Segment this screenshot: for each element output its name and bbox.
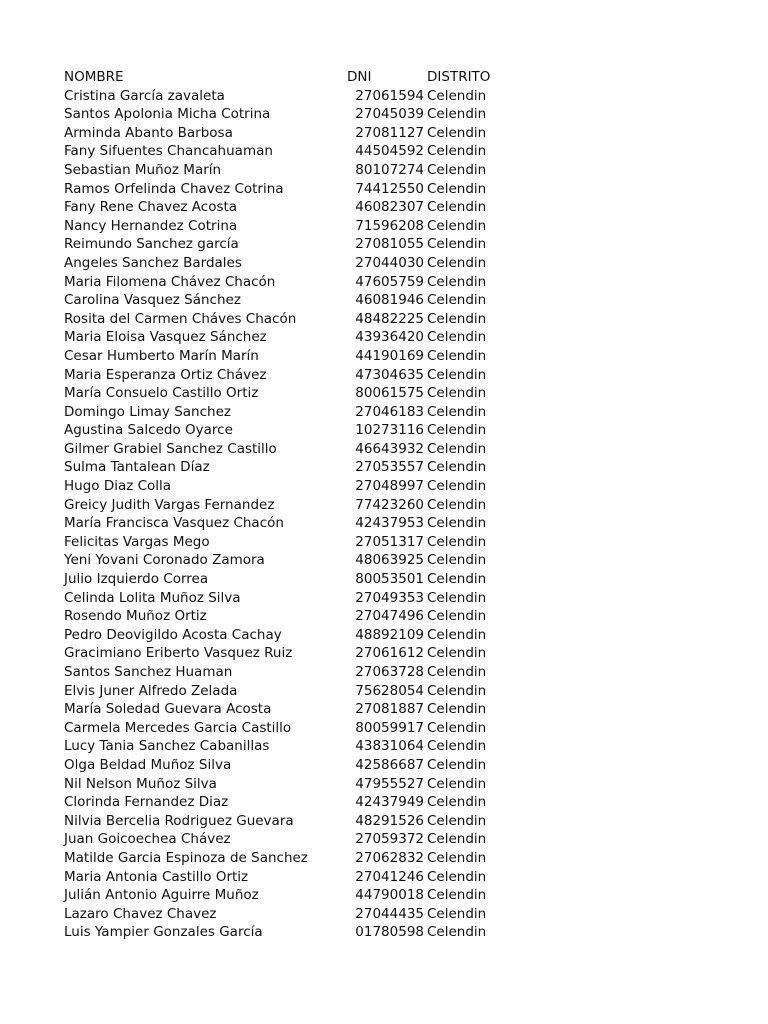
cell-distrito: Celendin bbox=[427, 459, 487, 476]
cell-distrito: Celendin bbox=[427, 589, 487, 606]
table-row bbox=[0, 421, 768, 440]
table-row bbox=[0, 496, 768, 515]
cell-distrito: Celendin bbox=[427, 329, 487, 346]
cell-dni: 74412550 bbox=[355, 180, 424, 197]
table-row bbox=[0, 403, 768, 422]
table-row bbox=[0, 105, 768, 124]
table-row bbox=[0, 719, 768, 738]
cell-nombre: Julián Antonio Aguirre Muñoz bbox=[64, 887, 259, 904]
cell-distrito: Celendin bbox=[427, 756, 487, 773]
cell-distrito: Celendin bbox=[427, 106, 487, 123]
cell-nombre: Elvis Juner Alfredo Zelada bbox=[64, 682, 238, 699]
cell-distrito: Celendin bbox=[427, 143, 487, 160]
cell-nombre: Rosita del Carmen Cháves Chacón bbox=[64, 310, 297, 327]
cell-distrito: Celendin bbox=[427, 905, 487, 922]
table-row bbox=[0, 607, 768, 626]
cell-nombre: Lazaro Chavez Chavez bbox=[64, 905, 217, 922]
cell-distrito: Celendin bbox=[427, 236, 487, 253]
cell-dni: 27051317 bbox=[355, 533, 424, 550]
header-distrito: DISTRITO bbox=[427, 69, 491, 85]
table-header-row bbox=[0, 68, 768, 87]
cell-distrito: Celendin bbox=[427, 422, 487, 439]
cell-distrito: Celendin bbox=[427, 273, 487, 290]
cell-distrito: Celendin bbox=[427, 608, 487, 625]
table-body bbox=[0, 87, 768, 942]
cell-dni: 80053501 bbox=[355, 571, 424, 588]
table-row bbox=[0, 644, 768, 663]
cell-distrito: Celendin bbox=[427, 626, 487, 643]
table-row bbox=[0, 142, 768, 161]
cell-dni: 27045039 bbox=[355, 106, 424, 123]
cell-distrito: Celendin bbox=[427, 664, 487, 680]
cell-nombre: Santos Apolonia Micha Cotrina bbox=[64, 106, 271, 123]
cell-dni: 27081887 bbox=[355, 701, 424, 718]
cell-nombre: Gilmer Grabiel Sanchez Castillo bbox=[64, 440, 277, 457]
table-row bbox=[0, 198, 768, 217]
cell-nombre: Carmela Mercedes Garcia Castillo bbox=[64, 719, 292, 736]
table-row bbox=[0, 477, 768, 496]
cell-distrito: Celendin bbox=[427, 701, 487, 718]
cell-dni: 47605759 bbox=[355, 273, 424, 290]
cell-dni: 77423260 bbox=[355, 496, 424, 513]
cell-nombre: Nil Nelson Muñoz Silva bbox=[64, 775, 217, 792]
table-row bbox=[0, 217, 768, 236]
table-row bbox=[0, 905, 768, 924]
table-row bbox=[0, 570, 768, 589]
table-row bbox=[0, 347, 768, 366]
cell-distrito: Celendin bbox=[427, 347, 487, 364]
cell-dni: 48063925 bbox=[355, 552, 424, 569]
cell-distrito: Celendin bbox=[427, 515, 487, 532]
cell-nombre: Reimundo Sanchez garcía bbox=[64, 236, 239, 253]
table-row bbox=[0, 737, 768, 756]
cell-distrito: Celendin bbox=[427, 292, 487, 309]
cell-distrito: Celendin bbox=[427, 738, 487, 755]
cell-dni: 27081127 bbox=[355, 124, 424, 141]
cell-distrito: Celendin bbox=[427, 682, 487, 699]
cell-nombre: Julio Izquierdo Correa bbox=[64, 571, 209, 588]
cell-dni: 47304635 bbox=[355, 366, 424, 383]
table-row bbox=[0, 756, 768, 775]
table-row bbox=[0, 328, 768, 347]
cell-nombre: Olga Beldad Muñoz Silva bbox=[64, 756, 232, 773]
cell-dni: 48892109 bbox=[355, 626, 424, 643]
header-dni: DNI bbox=[347, 69, 372, 85]
cell-dni: 71596208 bbox=[355, 217, 424, 234]
cell-distrito: Celendin bbox=[427, 366, 487, 383]
cell-nombre: Maria Esperanza Ortiz Chávez bbox=[64, 366, 267, 383]
cell-distrito: Celendin bbox=[427, 775, 487, 792]
table-row bbox=[0, 923, 768, 942]
cell-dni: 27081055 bbox=[355, 236, 424, 253]
cell-dni: 46081946 bbox=[355, 292, 424, 309]
cell-dni: 27044435 bbox=[355, 905, 424, 922]
cell-dni: 75628054 bbox=[355, 682, 424, 699]
cell-dni: 43831064 bbox=[355, 738, 424, 755]
cell-nombre: Fany Rene Chavez Acosta bbox=[64, 199, 238, 216]
cell-nombre: María Soledad Guevara Acosta bbox=[64, 701, 272, 718]
registry-table bbox=[0, 68, 768, 942]
cell-dni: 48291526 bbox=[355, 812, 424, 829]
cell-distrito: Celendin bbox=[427, 552, 487, 569]
cell-distrito: Celendin bbox=[427, 924, 487, 941]
cell-distrito: Celendin bbox=[427, 812, 487, 829]
cell-dni: 27061612 bbox=[355, 645, 424, 662]
table-row bbox=[0, 458, 768, 477]
table-row bbox=[0, 812, 768, 831]
cell-nombre: Felicitas Vargas Mego bbox=[64, 533, 210, 550]
cell-dni: 27044030 bbox=[355, 254, 424, 271]
cell-distrito: Celendin bbox=[427, 719, 487, 736]
cell-distrito: Celendin bbox=[427, 849, 487, 866]
cell-nombre: Yeni Yovani Coronado Zamora bbox=[64, 552, 265, 569]
cell-nombre: Lucy Tania Sanchez Cabanillas bbox=[64, 738, 270, 755]
cell-distrito: Celendin bbox=[427, 645, 487, 662]
table-row bbox=[0, 700, 768, 719]
table-row bbox=[0, 366, 768, 385]
cell-nombre: Gracimiano Eriberto Vasquez Ruiz bbox=[64, 645, 293, 662]
table-row bbox=[0, 291, 768, 310]
cell-dni: 01780598 bbox=[355, 924, 424, 941]
table-row bbox=[0, 663, 768, 682]
cell-nombre: Cristina García zavaleta bbox=[64, 87, 225, 104]
header-nombre: NOMBRE bbox=[64, 69, 124, 85]
cell-nombre: Maria Filomena Chávez Chacón bbox=[64, 273, 276, 290]
cell-nombre: Maria Eloisa Vasquez Sánchez bbox=[64, 329, 267, 346]
cell-dni: 44790018 bbox=[355, 887, 424, 904]
cell-dni: 47955527 bbox=[355, 775, 424, 792]
cell-dni: 27047496 bbox=[355, 608, 424, 625]
table-row bbox=[0, 180, 768, 199]
cell-nombre: Luis Yampier Gonzales García bbox=[64, 924, 263, 941]
cell-nombre: Celinda Lolita Muñoz Silva bbox=[64, 589, 241, 606]
cell-dni: 27046183 bbox=[355, 403, 424, 420]
cell-dni: 27062832 bbox=[355, 849, 424, 866]
cell-nombre: Nancy Hernandez Cotrina bbox=[64, 217, 238, 234]
cell-dni: 42437949 bbox=[355, 794, 424, 811]
cell-distrito: Celendin bbox=[427, 403, 487, 420]
cell-dni: 44190169 bbox=[355, 347, 424, 364]
cell-dni: 80059917 bbox=[355, 719, 424, 736]
cell-dni: 27059372 bbox=[355, 831, 424, 848]
cell-nombre: Maria Antonia Castillo Ortiz bbox=[64, 868, 249, 885]
table-row bbox=[0, 273, 768, 292]
cell-distrito: Celendin bbox=[427, 794, 487, 811]
table-row bbox=[0, 775, 768, 794]
cell-nombre: Sulma Tantalean Díaz bbox=[64, 459, 210, 476]
cell-nombre: Agustina Salcedo Oyarce bbox=[64, 422, 233, 439]
cell-distrito: Celendin bbox=[427, 217, 487, 234]
cell-nombre: Cesar Humberto Marín Marín bbox=[64, 347, 259, 364]
cell-nombre: Rosendo Muñoz Ortiz bbox=[64, 608, 207, 625]
cell-nombre: Matilde Garcia Espinoza de Sanchez bbox=[64, 849, 308, 866]
table-row bbox=[0, 682, 768, 701]
cell-dni: 46082307 bbox=[355, 199, 424, 216]
cell-nombre: Domingo Limay Sanchez bbox=[64, 403, 231, 420]
table-row bbox=[0, 830, 768, 849]
cell-nombre: Fany Sifuentes Chancahuaman bbox=[64, 143, 273, 160]
cell-nombre: Carolina Vasquez Sánchez bbox=[64, 292, 241, 309]
cell-dni: 46643932 bbox=[355, 440, 424, 457]
cell-distrito: Celendin bbox=[427, 124, 487, 141]
cell-dni: 48482225 bbox=[355, 310, 424, 327]
cell-nombre: Greicy Judith Vargas Fernandez bbox=[64, 496, 275, 513]
cell-dni: 27049353 bbox=[355, 589, 424, 606]
cell-distrito: Celendin bbox=[427, 478, 487, 495]
cell-dni: 27048997 bbox=[355, 478, 424, 495]
table-row bbox=[0, 886, 768, 905]
cell-nombre: María Francisca Vasquez Chacón bbox=[64, 515, 284, 532]
cell-nombre: Clorinda Fernandez Diaz bbox=[64, 794, 229, 811]
cell-dni: 80107274 bbox=[355, 161, 424, 178]
cell-distrito: Celendin bbox=[427, 199, 487, 216]
cell-nombre: Pedro Deovigildo Acosta Cachay bbox=[64, 626, 282, 643]
table-row bbox=[0, 626, 768, 645]
cell-distrito: Celendin bbox=[427, 496, 487, 513]
cell-dni: 27063728 bbox=[355, 664, 424, 680]
cell-distrito: Celendin bbox=[427, 887, 487, 904]
cell-dni: 43936420 bbox=[355, 329, 424, 346]
table-row bbox=[0, 589, 768, 608]
cell-distrito: Celendin bbox=[427, 868, 487, 885]
cell-dni: 44504592 bbox=[355, 143, 424, 160]
cell-distrito: Celendin bbox=[427, 440, 487, 457]
table-row bbox=[0, 440, 768, 459]
cell-dni: 80061575 bbox=[355, 385, 424, 402]
table-row bbox=[0, 161, 768, 180]
table-row bbox=[0, 87, 768, 106]
table-row bbox=[0, 310, 768, 329]
cell-nombre: Santos Sanchez Huaman bbox=[64, 664, 233, 680]
table-row bbox=[0, 793, 768, 812]
table-row bbox=[0, 384, 768, 403]
cell-distrito: Celendin bbox=[427, 87, 487, 104]
table-row bbox=[0, 849, 768, 868]
cell-dni: 27053557 bbox=[355, 459, 424, 476]
table-row bbox=[0, 254, 768, 273]
cell-nombre: Hugo Diaz Colla bbox=[64, 478, 172, 495]
cell-nombre: María Consuelo Castillo Ortiz bbox=[64, 385, 259, 402]
cell-distrito: Celendin bbox=[427, 533, 487, 550]
table-row bbox=[0, 514, 768, 533]
cell-nombre: Nilvia Bercelia Rodriguez Guevara bbox=[64, 812, 294, 829]
cell-nombre: Ramos Orfelinda Chavez Cotrina bbox=[64, 180, 284, 197]
cell-nombre: Angeles Sanchez Bardales bbox=[64, 254, 242, 271]
table-row bbox=[0, 868, 768, 887]
cell-dni: 27041246 bbox=[355, 868, 424, 885]
table-row bbox=[0, 551, 768, 570]
cell-nombre: Sebastian Muñoz Marín bbox=[64, 161, 222, 178]
table-row bbox=[0, 533, 768, 552]
cell-distrito: Celendin bbox=[427, 180, 487, 197]
table-row bbox=[0, 235, 768, 254]
cell-dni: 27061594 bbox=[355, 87, 424, 104]
cell-distrito: Celendin bbox=[427, 385, 487, 402]
cell-dni: 10273116 bbox=[355, 422, 424, 439]
table-row bbox=[0, 124, 768, 143]
cell-distrito: Celendin bbox=[427, 831, 487, 848]
cell-nombre: Juan Goicoechea Chávez bbox=[64, 831, 231, 848]
cell-distrito: Celendin bbox=[427, 254, 487, 271]
cell-dni: 42586687 bbox=[355, 756, 424, 773]
cell-distrito: Celendin bbox=[427, 310, 487, 327]
cell-dni: 42437953 bbox=[355, 515, 424, 532]
cell-nombre: Arminda Abanto Barbosa bbox=[64, 124, 233, 141]
cell-distrito: Celendin bbox=[427, 571, 487, 588]
cell-distrito: Celendin bbox=[427, 161, 487, 178]
